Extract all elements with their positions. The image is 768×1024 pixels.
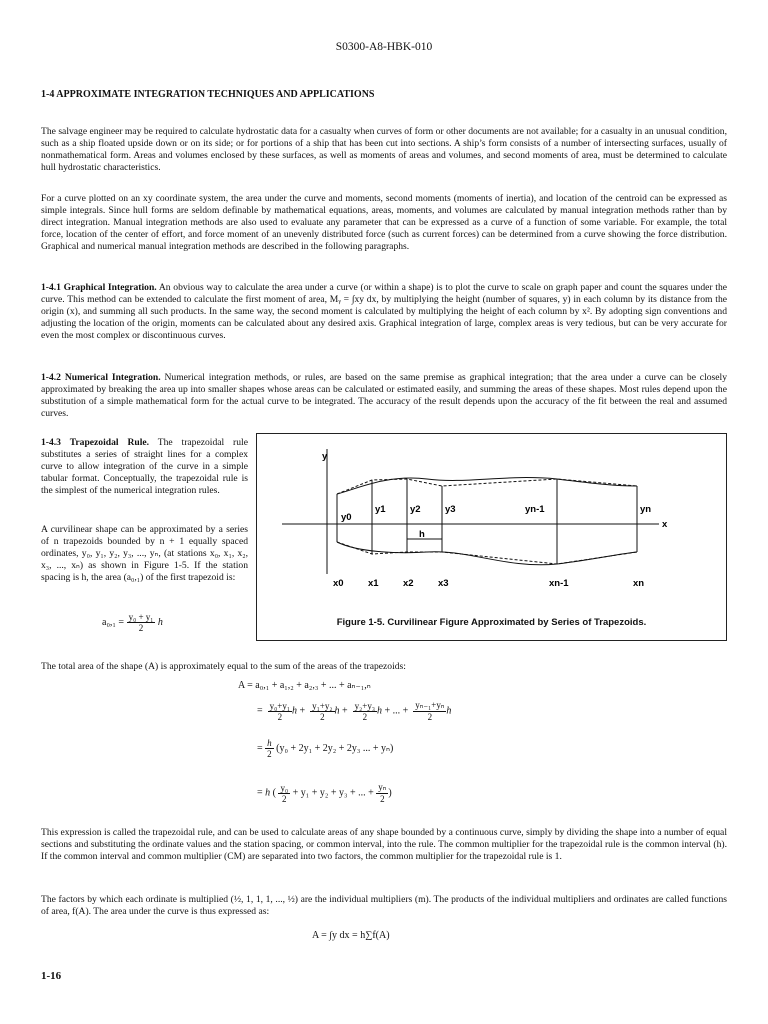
eq-collected-body: (y₀ + 2y₁ + 2y₂ + 2y₃ ... + yₙ) <box>276 742 394 754</box>
station-label-xn: xn <box>633 578 645 589</box>
station-label-x1: x1 <box>368 578 379 589</box>
station-label-x3: x3 <box>438 578 449 589</box>
station-label-x2: x2 <box>403 578 414 589</box>
paragraph-trapezoidal-rule: This expression is called the trapezoidal rule, and can be used to calculate areas of any shape bounded by a continuous curve, simply by dividing the shape into a number of equal sections and substituting the ordinate values and the station spacing, or common interval, into the rule. The common multiplier for the trapezoidal rule is the common interval (h). If the common interval and common multiplier (CM) are separated into two factors, the common multiplier for the trapezoidal rule is 1. <box>41 827 727 863</box>
subsection-heading: 1-4.1 Graphical Integration. <box>41 282 157 293</box>
eq-fraction <box>127 612 156 633</box>
eq-denominator: 2 <box>138 623 144 633</box>
x-axis-label: x <box>662 519 668 530</box>
eq-h: h <box>157 616 163 628</box>
equation-final: A = ∫y dx = h∑f(A) <box>312 930 390 941</box>
paragraph-intro: The salvage engineer may be required to calculate hydrostatic data for a casualty when curves of form or other documents are not available; for a casualty in an unusual condition, such as a ship floated upside down or on its side; or for portions of a ship that has been cut into sections. A ship’s form consists of a number of intersecting surfaces, usually of nonmathematical form. Areas and volumes enclosed by these surfaces, as well as moments of areas and volumes, and second moments of area, must be determined to calculate hull hydrostatic characteristics. <box>41 126 727 174</box>
equation-sum-areas: A = a₀,₁ + a₁,₂ + a₂,₃ + ... + aₙ₋₁,ₙ <box>238 680 371 691</box>
equation-first-trapezoid <box>102 612 163 633</box>
figure-caption: Figure 1-5. Curvilinear Figure Approximated by Series of Trapezoids. <box>336 617 647 628</box>
eq-factored-body: + y₁ + y₂ + y₃ + ... + <box>292 787 374 799</box>
document-id: S0300-A8-HBK-010 <box>335 41 433 53</box>
ordinate-label-y3: y3 <box>445 504 456 515</box>
page-number: 1-16 <box>41 970 62 982</box>
station-label-xn-1: xn-1 <box>549 578 569 589</box>
subsection-heading: 1-4.2 Numerical Integration. <box>41 372 161 383</box>
ordinate-label-y2: y2 <box>410 504 421 515</box>
figure-frame <box>256 433 727 641</box>
ordinate-label-yn-1: yn-1 <box>525 504 545 515</box>
equation-factored: = h ( $\frac{\text{y₀}}{2}$ + y₁ + y₂ + y₃ + ... + $\frac{\text{yₙ}}{2}$ ) <box>257 782 392 804</box>
paragraph-text: The trapezoidal rule substitutes a series of straight lines for a complex curve to allow integration of the curve in a simple tabular format. Conceptually, the trapezoidal rule is the simplest of the numerical integration rules. <box>41 437 248 497</box>
subsection-heading: 1-4.3 Trapezoidal Rule. <box>41 437 150 448</box>
ordinate-label-yn: yn <box>640 504 652 515</box>
station-label-x0: x0 <box>333 578 344 589</box>
paragraph-numerical <box>41 372 727 420</box>
paragraph-total-area: The total area of the shape (A) is approximately equal to the sum of the areas of the trapezoids: <box>41 661 406 672</box>
trapezoid-diagram <box>257 434 726 640</box>
ordinate-label-y0: y0 <box>341 512 352 523</box>
paragraph-multipliers: The factors by which each ordinate is multiplied (½, 1, 1, 1, ..., ½) are the individual multipliers (m). The products of the individual multipliers and ordinates are called functions of area, f(A). The area under the curve is thus expressed as: <box>41 894 727 918</box>
eq-lhs: a₀,₁ = <box>102 616 125 628</box>
spacing-label: h <box>419 529 425 540</box>
paragraph-text: Numerical integration methods, or rules, are based on the same premise as graphical integration; that the area under a curve can be closely approximated by breaking the area up into smaller shapes whose areas can be calculated or estimated easily, and summing the areas of these shapes. Most rules depend upon the substitution of a simple mathematical form for the actual curve to be integrated. The accuracy of the result depends upon the accuracy of the fit between the real and assumed curves. <box>41 372 727 420</box>
paragraph-curve: For a curve plotted on an xy coordinate system, the area under the curve and moments, second moments (moments of inertia), and location of the centroid can be expressed as simple integrals. Since hull forms are seldom definable by mathematical equations, areas, moments, and volumes are calculated by manual integration methods rather than by direct integration. Manual integration methods are also used to evaluate any parameter that can be expressed as a curve of a function of some variable. For example, the total force, location of the center of effort, and force moment of an unevenly distributed force (such as current forces) can be determined from a curve showing the force distribution. Graphical and numerical manual integration methods are described in the following paragraphs. <box>41 193 727 253</box>
equation-collected: = $\frac{h}{2}$ (y₀ + 2y₁ + 2y₂ + 2y₃ ... + yₙ) <box>257 738 394 759</box>
paragraph-curvilinear: A curvilinear shape can be approximated by a series of n trapezoids bounded by n + 1 equally spaced ordinates, y₀, y₁, y₂, y₃, ..., yₙ, (at stations x₀, x₁, x₂, x₃, ..., xₙ) as shown in Figure 1-5. If the station spacing is h, the area (a₀,₁) of the first trapezoid is: <box>41 524 248 584</box>
y-axis-label: y <box>322 451 328 462</box>
eq-numerator: y₀ + y₁ <box>128 612 154 622</box>
paragraph-trapezoidal <box>41 437 248 497</box>
paragraph-graphical <box>41 282 727 342</box>
ordinate-label-y1: y1 <box>375 504 386 515</box>
equation-expanded: = $\frac{\text{y₀+y₁}}{2}$ h + $\frac{\text{y₁+y₂}}{2}$ h + $\frac{\text{y₂+y₃}}{2}$ h + ... + $\frac{\text{yₙ₋₁+yₙ}}{2}$ h <box>257 700 452 722</box>
section-title: 1-4 APPROXIMATE INTEGRATION TECHNIQUES AND APPLICATIONS <box>41 89 375 100</box>
lower-chords <box>337 542 637 564</box>
paragraph-text: An obvious way to calculate the area under a curve (or within a shape) is to plot the curve to scale on graph paper and count the squares under the curve. This method can be extended to calculate the first moment of area, Mᵧ = ∫xy dx, by multiplying the height (number of squares, y) in each column by its distance from the origin (x), and summing all such products. In the same way, the second moment is calculated by multiplying the height of each column by x². By adopting sign conventions and adjusting the location of the origin, moments can be calculated about any desired axis. Graphical integration of large, complex areas is very tedious, but can be very accurate for even the most complex or discontinuous curves. <box>41 282 728 342</box>
